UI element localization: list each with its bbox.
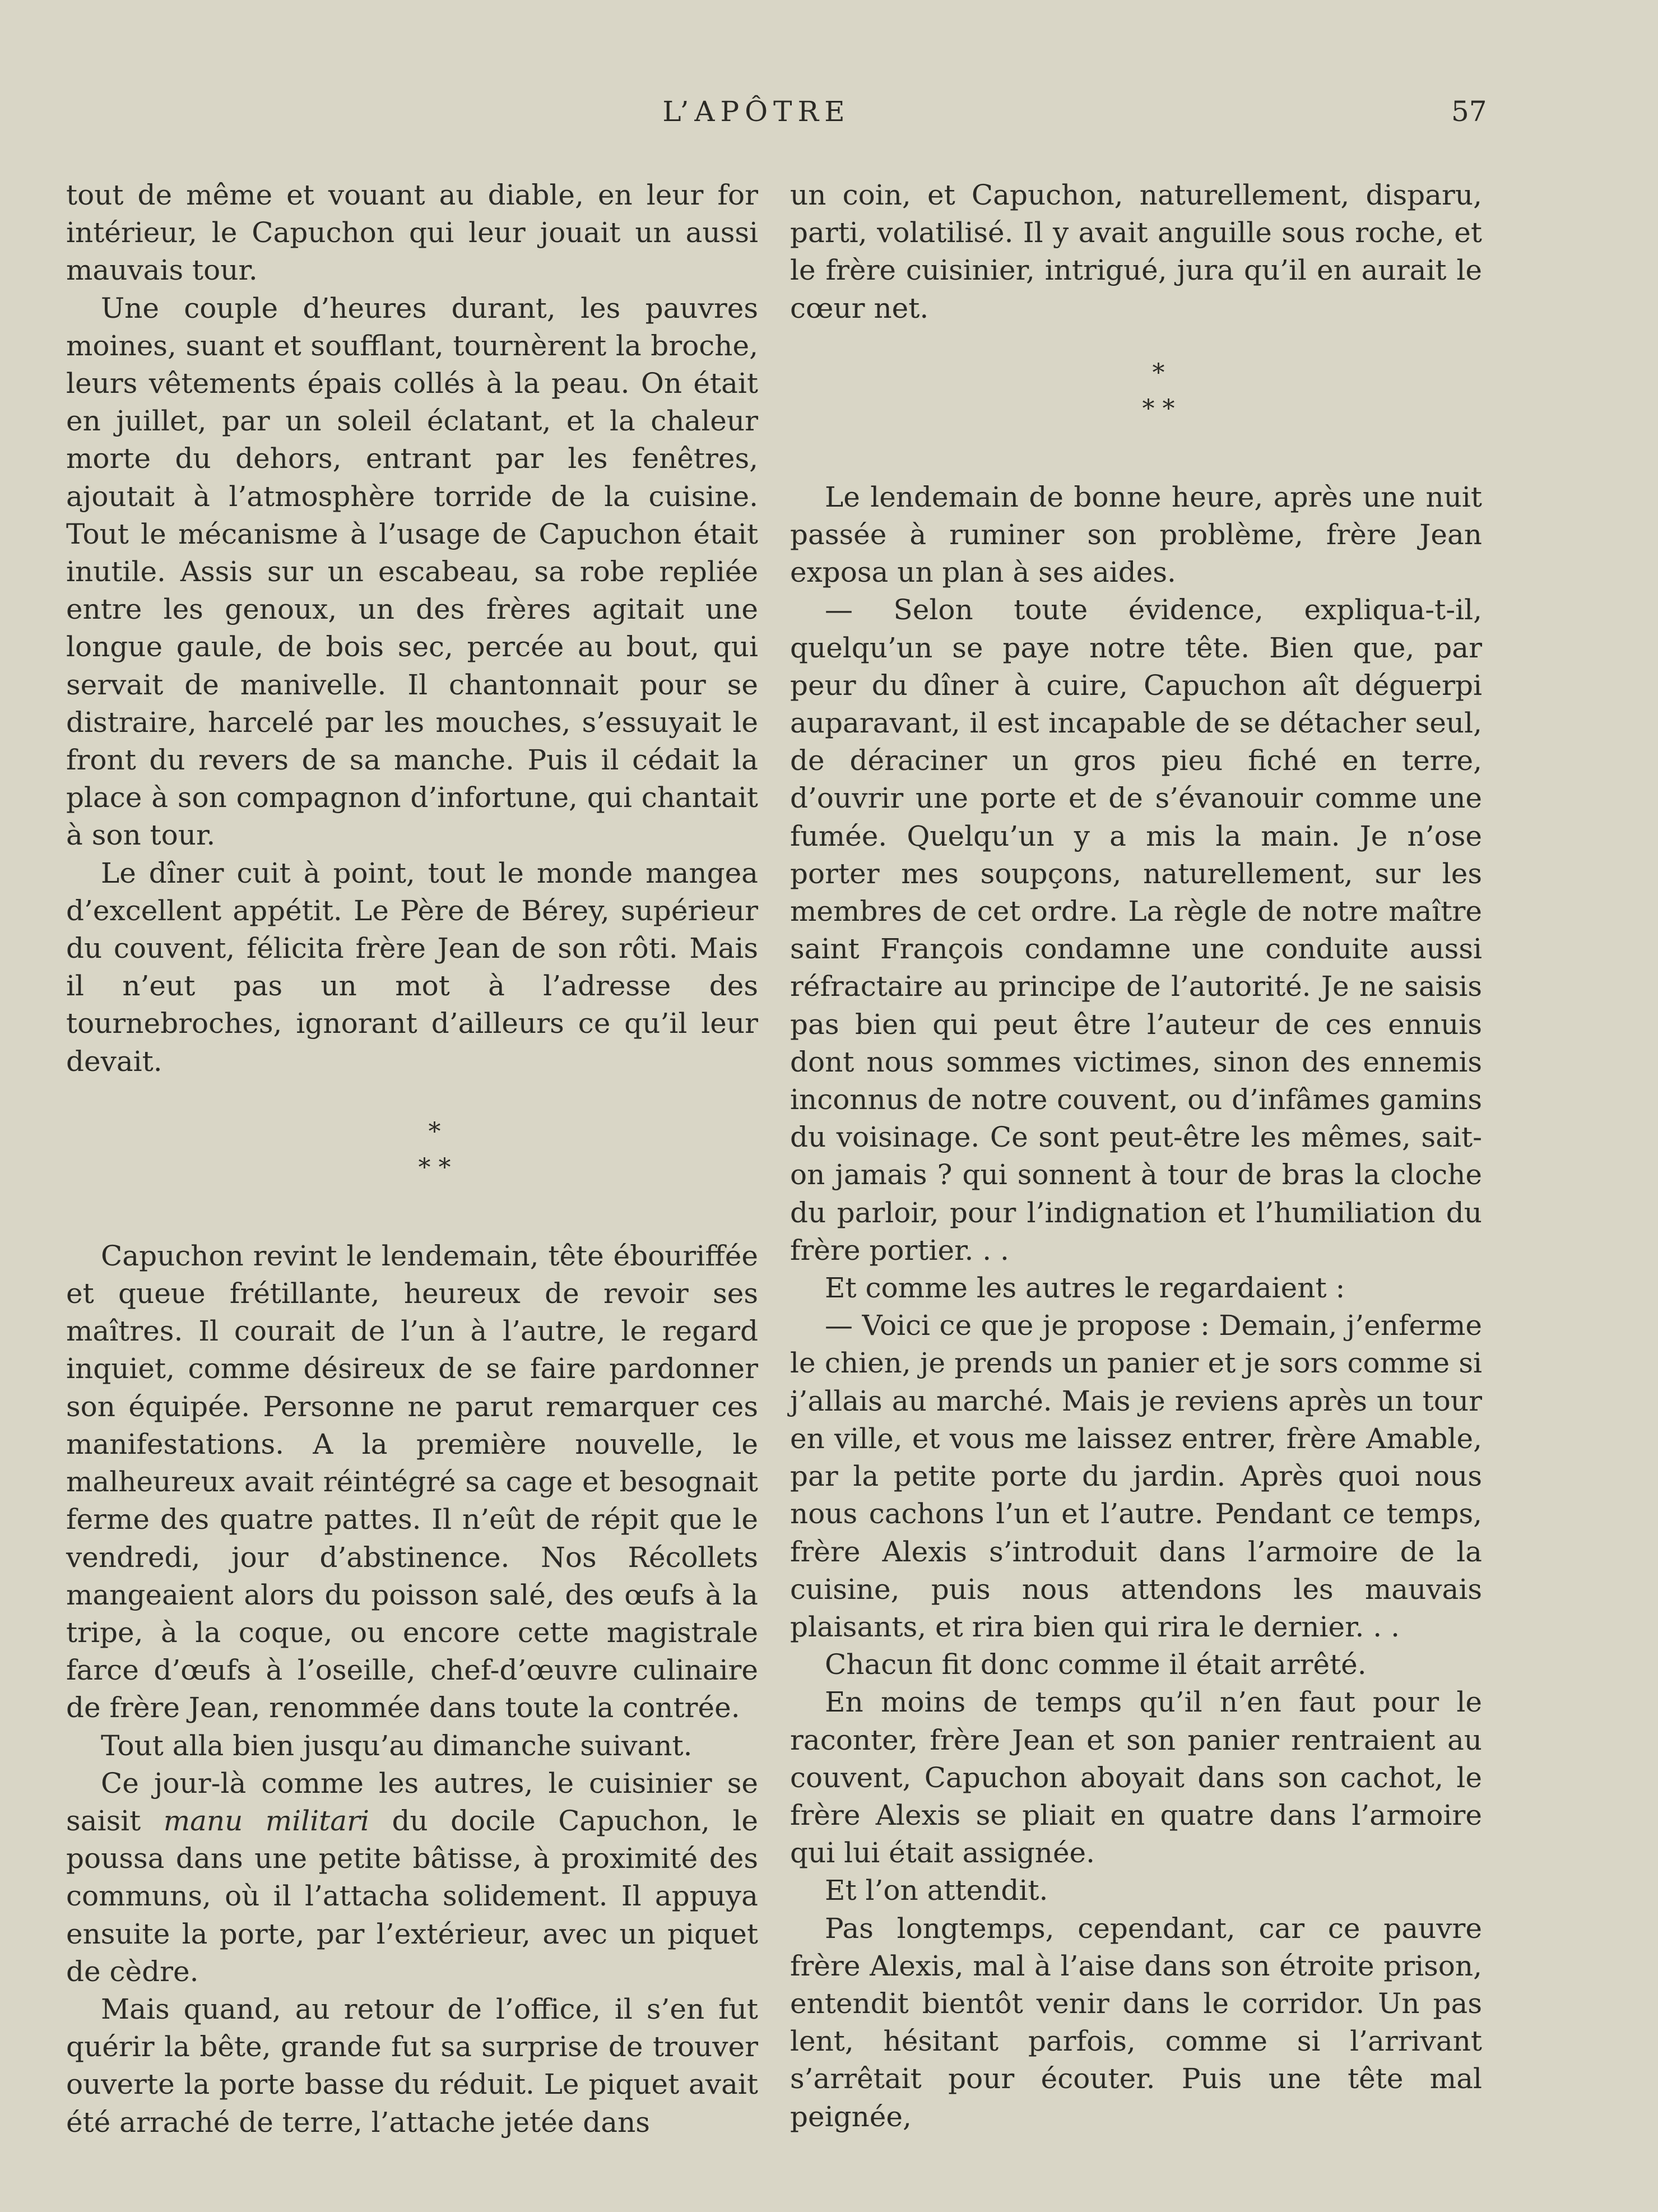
paragraph: Capuchon revint le lendemain, tête ébouriffée et queue frétillante, heureux de revoir ses maîtres. Il courait de l’un à l’autre, le regard inquiet, comme désireux de se faire pardonner son équipée. Personne ne parut remarquer ces manifestations. A la première nouvelle, le malheureux avait réintégré sa cage et besognait ferme des quatre pattes. Il n’eût de répit que le vendredi, jour d’abstinence. Nos Récollets mangeaient alors du poisson salé, des œufs à la tripe, à la coque, ou encore cette magistrale farce d’œufs à l’oseille, chef-d’œuvre culinaire de frère Jean, renommée dans toute la contrée.: [66, 1239, 758, 1724]
paragraph: tout de même et vouant au diable, en leur for intérieur, le Capuchon qui leur jouait un aussi mauvais tour.: [66, 179, 758, 287]
paragraph-text: du docile Capuchon, le poussa dans une petite bâtisse, à proximité des communs, où il l’attacha solidement. Il appuya ensuite la porte, par l’extérieur, avec un piquet de cèdre.: [66, 1804, 758, 1988]
paragraph: Pas longtemps, cependant, car ce pauvre frère Alexis, mal à l’aise dans son étroite prison, entendit bientôt venir dans le corridor. Un pas lent, hésitant parfois, comme si l’arrivant s’arrêtait pour écouter. Puis une tête mal peignée,: [790, 1912, 1482, 2133]
left-column: [66, 177, 758, 2141]
latin-phrase: manu militari: [163, 1804, 369, 1837]
paragraph: Et l’on attendit.: [825, 1874, 1048, 1907]
paragraph: Mais quand, au retour de l’office, il s’en fut quérir la bête, grande fut sa surprise de trouver ouverte la porte basse du réduit. Le piquet avait été arraché de terre, l’attache jetée dans: [66, 1992, 758, 2139]
paragraph: [66, 1765, 758, 1991]
section-break: [790, 355, 1482, 427]
running-title: L’APÔTRE: [662, 95, 851, 128]
paragraph: Tout alla bien jusqu’au dimanche suivant.: [101, 1729, 693, 1762]
paragraph: Chacun fit donc comme il était arrêté.: [825, 1648, 1367, 1681]
paragraph: Une couple d’heures durant, les pauvres moines, suant et soufflant, tournèrent la broche, leurs vêtements épais collés à la peau. On était en juillet, par un soleil éclatant, et la chaleur morte du dehors, entrant par les fenêtres, ajoutait à l’atmosphère torride de la cuisine. Tout le mécanisme à l’usage de Capuchon était inutile. Assis sur un escabeau, sa robe repliée entre les genoux, un des frères agitait une longue gaule, de bois sec, percée au bout, qui servait de manivelle. Il chantonnait pour se distraire, harcelé par les mouches, s’essuyait le front du revers de sa manche. Puis il cédait la place à son compagnon d’infortune, qui chantait à son tour.: [66, 291, 758, 852]
paragraph: Et comme les autres le regardaient :: [825, 1272, 1345, 1305]
paragraph: En moins de temps qu’il n’en faut pour le raconter, frère Jean et son panier rentraient au couvent, Capuchon aboyait dans son cachot, le frère Alexis se pliait en quatre dans l’armoire qui lui était assignée.: [790, 1686, 1482, 1870]
paragraph: Le lendemain de bonne heure, après une nuit passée à ruminer son problème, frère Jean exposa un plan à ses aides.: [790, 480, 1482, 589]
paragraph: — Selon toute évidence, expliqua-t-il, quelqu’un se paye notre tête. Bien que, par peur du dîner à cuire, Capuchon aît déguerpi auparavant, il est incapable de se détacher seul, de déraciner un gros pieu fiché en terre, d’ouvrir une porte et de s’évanouir comme une fumée. Quelqu’un y a mis la main. Je n’ose porter mes soupçons, naturellement, sur les membres de cet ordre. La règle de notre maître saint François condamne une conduite aussi réfractaire au principe de l’autorité. Je ne saisis pas bien qui peut être l’auteur de ces ennuis dont nous sommes victimes, sinon des ennemis inconnus de notre couvent, ou d’infâmes gamins du voisinage. Ce sont peut-être les mêmes, sait-on jamais ? qui sonnent à tour de bras la cloche du parloir, pour l’indignation et l’humiliation du frère portier. . .: [790, 593, 1482, 1267]
section-break-bottom: * *: [418, 1153, 451, 1182]
paragraph: Le dîner cuit à point, tout le monde mangea d’excellent appétit. Le Père de Bérey, supérieur du couvent, félicita frère Jean de son rôti. Mais il n’eut pas un mot à l’adresse des tournebroches, ignorant d’ailleurs ce qu’il leur devait.: [66, 856, 758, 1078]
paragraph-text: Ce jour-là comme les autres, le cuisinier se saisit: [66, 1766, 758, 1837]
section-break-bottom: * *: [1142, 394, 1175, 423]
section-break-top: *: [428, 1117, 441, 1146]
paragraph: un coin, et Capuchon, naturellement, disparu, parti, volatilisé. Il y avait anguille sous roche, et le frère cuisinier, intrigué, jura qu’il en aurait le cœur net.: [790, 179, 1482, 324]
page-number: 57: [1451, 95, 1487, 128]
paragraph: — Voici ce que je propose : Demain, j’enferme le chien, je prends un panier et je sors comme si j’allais au marché. Mais je reviens après un tour en ville, et vous me laissez entrer, frère Amable, par la petite porte du jardin. Après quoi nous nous cachons l’un et l’autre. Pendant ce temps, frère Alexis s’introduit dans l’armoire de la cuisine, puis nous attendons les mauvais plaisants, et rira bien qui rira le dernier. . .: [790, 1309, 1482, 1643]
section-break: [66, 1114, 758, 1186]
right-column: [790, 177, 1482, 2136]
section-break-top: *: [1152, 358, 1165, 387]
